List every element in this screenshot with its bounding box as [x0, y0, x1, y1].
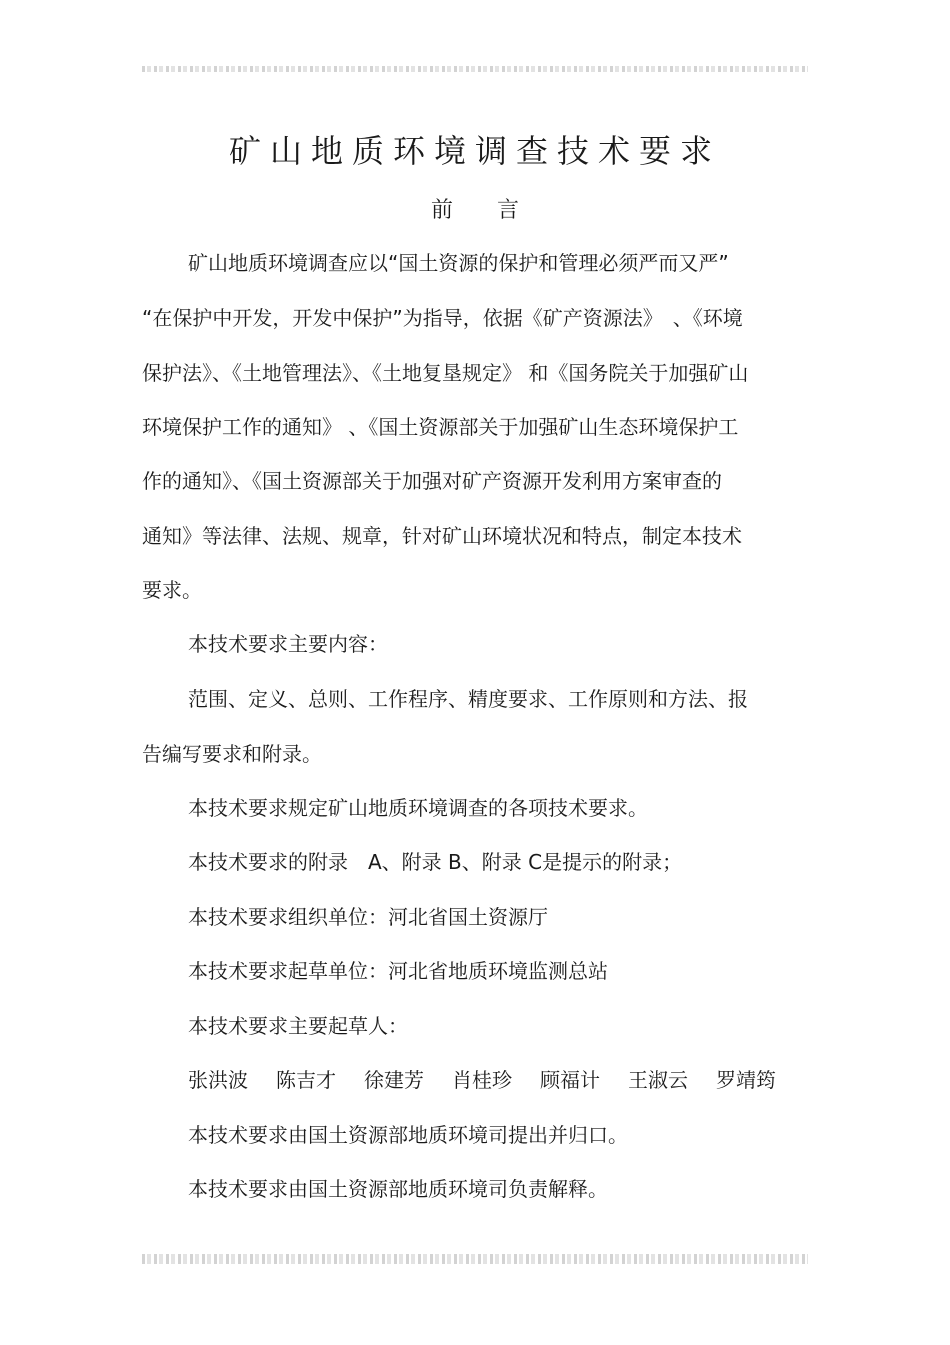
drafter-names [188, 1064, 776, 1093]
section-heading-part-1: 前 [430, 198, 453, 223]
drafter-name: 王淑云 [628, 1068, 688, 1092]
content-line-2: 告编写要求和附录。 [142, 742, 322, 766]
section-heading-preface [0, 193, 950, 224]
drafter-name: 徐建芳 [364, 1068, 424, 1092]
section-heading-part-2: 言 [497, 198, 520, 223]
document-title: 矿山地质环境调查技术要求 [228, 132, 721, 170]
drafter-name: 张洪波 [188, 1068, 248, 1092]
intro-line-1: 矿山地质环境调查应以“国土资源的保护和管理必须严而又严” [188, 251, 729, 275]
statement-drafters-heading: 本技术要求主要起草人： [188, 1014, 408, 1038]
drafter-name: 陈吉才 [276, 1068, 336, 1092]
statement-scope: 本技术要求规定矿山地质环境调查的各项技术要求。 [188, 796, 648, 820]
closing-proposal: 本技术要求由国土资源部地质环境司提出并归口。 [188, 1123, 628, 1147]
drafter-name: 罗靖筠 [716, 1068, 776, 1092]
content-heading: 本技术要求主要内容： [188, 632, 388, 656]
intro-line-5: 作的通知》、《国土资源部关于加强对矿产资源开发利用方案审查的 [142, 469, 722, 493]
intro-line-7: 要求。 [142, 578, 202, 602]
header-scan-noise [142, 66, 808, 72]
intro-line-3: 保护法》、《土地管理法》、《土地复垦规定》 和《国务院关于加强矿山 [142, 361, 749, 385]
intro-line-4: 环境保护工作的通知》 、《国土资源部关于加强矿山生态环境保护工 [142, 415, 739, 439]
intro-line-2: “在保护中开发，开发中保护”为指导，依据《矿产资源法》 、《环境 [142, 306, 743, 330]
statement-drafting-unit: 本技术要求起草单位：河北省地质环境监测总站 [188, 959, 608, 983]
statement-appendix: 本技术要求的附录 A、附录 B、附录 C是提示的附录； [188, 850, 683, 874]
closing-interpretation: 本技术要求由国土资源部地质环境司负责解释。 [188, 1177, 608, 1201]
content-line-1: 范围、定义、总则、工作程序、精度要求、工作原则和方法、报 [188, 687, 748, 711]
drafter-name: 肖桂珍 [452, 1068, 512, 1092]
footer-scan-noise [142, 1254, 808, 1264]
statement-organizer: 本技术要求组织单位：河北省国土资源厅 [188, 905, 548, 929]
intro-line-6: 通知》等法律、法规、规章，针对矿山环境状况和特点，制定本技术 [142, 524, 742, 548]
drafter-name: 顾福计 [540, 1068, 600, 1092]
